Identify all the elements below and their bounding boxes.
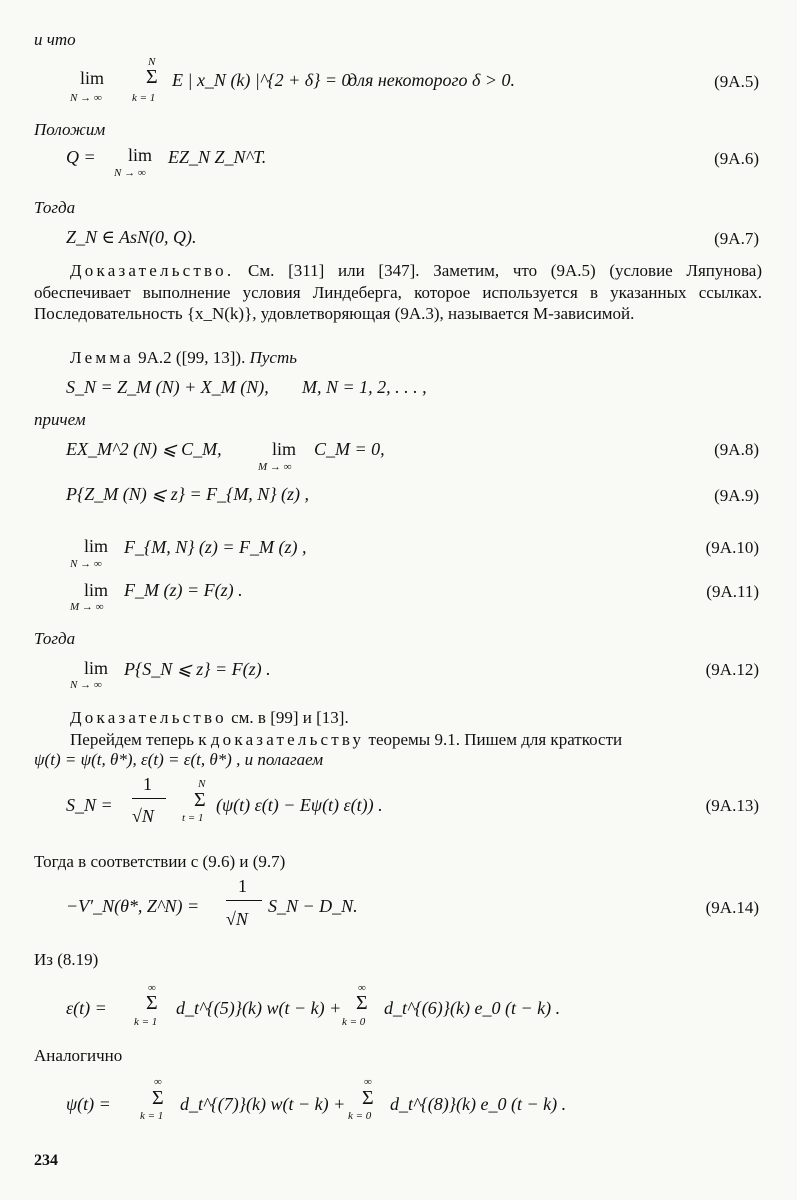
lim-operator: lim — [84, 658, 109, 678]
equation-lhs: ψ(t) = — [66, 1094, 111, 1114]
sum-2-sign: Σ — [356, 992, 368, 1014]
fraction-denominator: √N — [132, 806, 154, 826]
paragraph-proceed-spaced: доказательству — [210, 730, 365, 749]
sum-sign: Σ — [194, 789, 206, 811]
equation-number: (9A.7) — [714, 229, 759, 248]
lemma-reference: 9A.2 ([99, 13]). — [138, 348, 246, 367]
equation-lhs: S_N = — [66, 795, 113, 815]
sum-lower-limit: k = 1 — [132, 92, 156, 104]
equation-number: (9A.8) — [714, 440, 759, 459]
lim-operator: lim — [80, 68, 105, 88]
equation-body: P{S_N ⩽ z} = F(z) . — [124, 659, 271, 679]
equation-body: P{Z_M (N) ⩽ z} = F_{M, N} (z) , — [66, 484, 310, 504]
paragraph-proceed-part-a: Перейдем теперь к — [70, 730, 207, 749]
fraction-denominator: √N — [226, 909, 248, 929]
equation-body: S_N = Z_M (N) + X_M (N), — [66, 377, 269, 397]
lim-subscript: N → ∞ — [70, 558, 102, 570]
sum-1-upper-limit: ∞ — [148, 982, 156, 994]
equation-number: (9A.6) — [714, 149, 759, 168]
equation-number: (9A.9) — [714, 486, 759, 505]
equation-body: E | x_N (k) |^{2 + δ} = 0 — [172, 70, 351, 90]
text-then-accordance: Тогда в соответствии с (9.6) и (9.7) — [34, 852, 286, 871]
sum-1-upper-limit: ∞ — [154, 1076, 162, 1088]
text-and-that: и что — [34, 30, 76, 49]
equation-number: (9A.5) — [714, 72, 759, 91]
text-let: Положим — [34, 120, 106, 139]
equation-tail: M, N = 1, 2, . . . , — [302, 377, 427, 397]
fraction-bar — [226, 900, 262, 901]
lim-subscript: M → ∞ — [70, 601, 104, 613]
sum-2-lower-limit: k = 0 — [348, 1110, 372, 1122]
paragraph-proceed-line2: ψ(t) = ψ(t, θ*), ε(t) = ε(t, θ*) , и полагаем — [34, 750, 324, 769]
equation-lhs: EX_M^2 (N) ⩽ C_M, — [66, 439, 222, 459]
lim-subscript: N → ∞ — [70, 92, 102, 104]
proof-text: См. [311] или [347]. Заметим, что (9A.5) (условие Ляпунова) обеспечивает выполнение условия Линдеберга, которое используется в указанных ссылках. Последовательность {x_N(k)}, удовлетворяющая (9A.3), называется M-зависимой. — [34, 261, 762, 323]
sum-1-lower-limit: k = 1 — [140, 1110, 164, 1122]
equation-rhs: EZ_N Z_N^T. — [168, 147, 267, 167]
paragraph-proceed-part-b: теоремы 9.1. Пишем для краткости — [368, 730, 623, 749]
sum-1-sign: Σ — [146, 992, 158, 1014]
proof-paragraph-2 — [70, 708, 349, 728]
equation-body: F_{M, N} (z) = F_M (z) , — [124, 537, 307, 557]
equation-number: (9A.12) — [705, 660, 759, 679]
sum-2-sign: Σ — [362, 1087, 374, 1109]
sum-2-upper-limit: ∞ — [358, 982, 366, 994]
equation-term-1: d_t^{(5)}(k) w(t − k) + — [176, 998, 342, 1018]
proof-paragraph-1 — [34, 260, 762, 325]
equation-term-1: d_t^{(7)}(k) w(t − k) + — [180, 1094, 346, 1114]
proof-text: см. в [99] и [13]. — [231, 708, 349, 727]
sum-upper-limit: N — [148, 56, 156, 68]
fraction-numerator: 1 — [238, 876, 247, 896]
lim-subscript: N → ∞ — [114, 167, 146, 179]
lemma-word: Лемма — [70, 348, 134, 367]
sum-sign: Σ — [146, 66, 158, 88]
text-then: Тогда — [34, 198, 76, 217]
sum-lower-limit: t = 1 — [182, 812, 204, 824]
equation-number: (9A.13) — [705, 796, 759, 815]
page-number: 234 — [34, 1152, 58, 1169]
equation-condition: для некоторого δ > 0. — [348, 70, 516, 90]
equation-term-2: d_t^{(6)}(k) e_0 (t − k) . — [384, 998, 561, 1018]
equation-number: (9A.11) — [706, 582, 759, 601]
equation-lhs: ε(t) = — [66, 998, 107, 1018]
sum-2-lower-limit: k = 0 — [342, 1016, 366, 1028]
sum-1-sign: Σ — [152, 1087, 164, 1109]
equation-lhs: Q = — [66, 147, 96, 167]
lim-operator: lim — [84, 536, 109, 556]
equation-body: Z_N ∈ AsN(0, Q). — [66, 227, 197, 247]
equation-number: (9A.14) — [705, 898, 759, 917]
lim-operator: lim — [128, 145, 153, 165]
equation-term-2: d_t^{(8)}(k) e_0 (t − k) . — [390, 1094, 567, 1114]
equation-rhs: C_M = 0, — [314, 439, 385, 459]
text-where: причем — [34, 410, 86, 429]
equation-lhs: −V′_N(θ*, Z^N) = — [66, 896, 200, 916]
text-similarly: Аналогично — [34, 1046, 123, 1065]
sum-upper-limit: N — [198, 778, 206, 790]
text-from: Из (8.19) — [34, 950, 99, 969]
lim-subscript: M → ∞ — [258, 461, 292, 473]
equation-rhs: S_N − D_N. — [268, 896, 358, 916]
equation-body: F_M (z) = F(z) . — [124, 580, 243, 600]
fraction-numerator: 1 — [143, 774, 152, 794]
lemma-heading — [70, 348, 297, 368]
lemma-let: Пусть — [249, 348, 297, 367]
sum-2-upper-limit: ∞ — [364, 1076, 372, 1088]
lim-subscript: N → ∞ — [70, 679, 102, 691]
fraction-bar — [132, 798, 166, 799]
equation-body: (ψ(t) ε(t) − Eψ(t) ε(t)) . — [216, 795, 383, 815]
lim-operator: lim — [84, 580, 109, 600]
sum-1-lower-limit: k = 1 — [134, 1016, 158, 1028]
lim-operator: lim — [272, 439, 297, 459]
text-then-2: Тогда — [34, 629, 76, 648]
proof-heading: Доказательство — [70, 708, 227, 727]
equation-number: (9A.10) — [705, 538, 759, 557]
proof-heading: Доказательство. — [70, 261, 235, 280]
paragraph-proceed-line1 — [70, 730, 622, 750]
